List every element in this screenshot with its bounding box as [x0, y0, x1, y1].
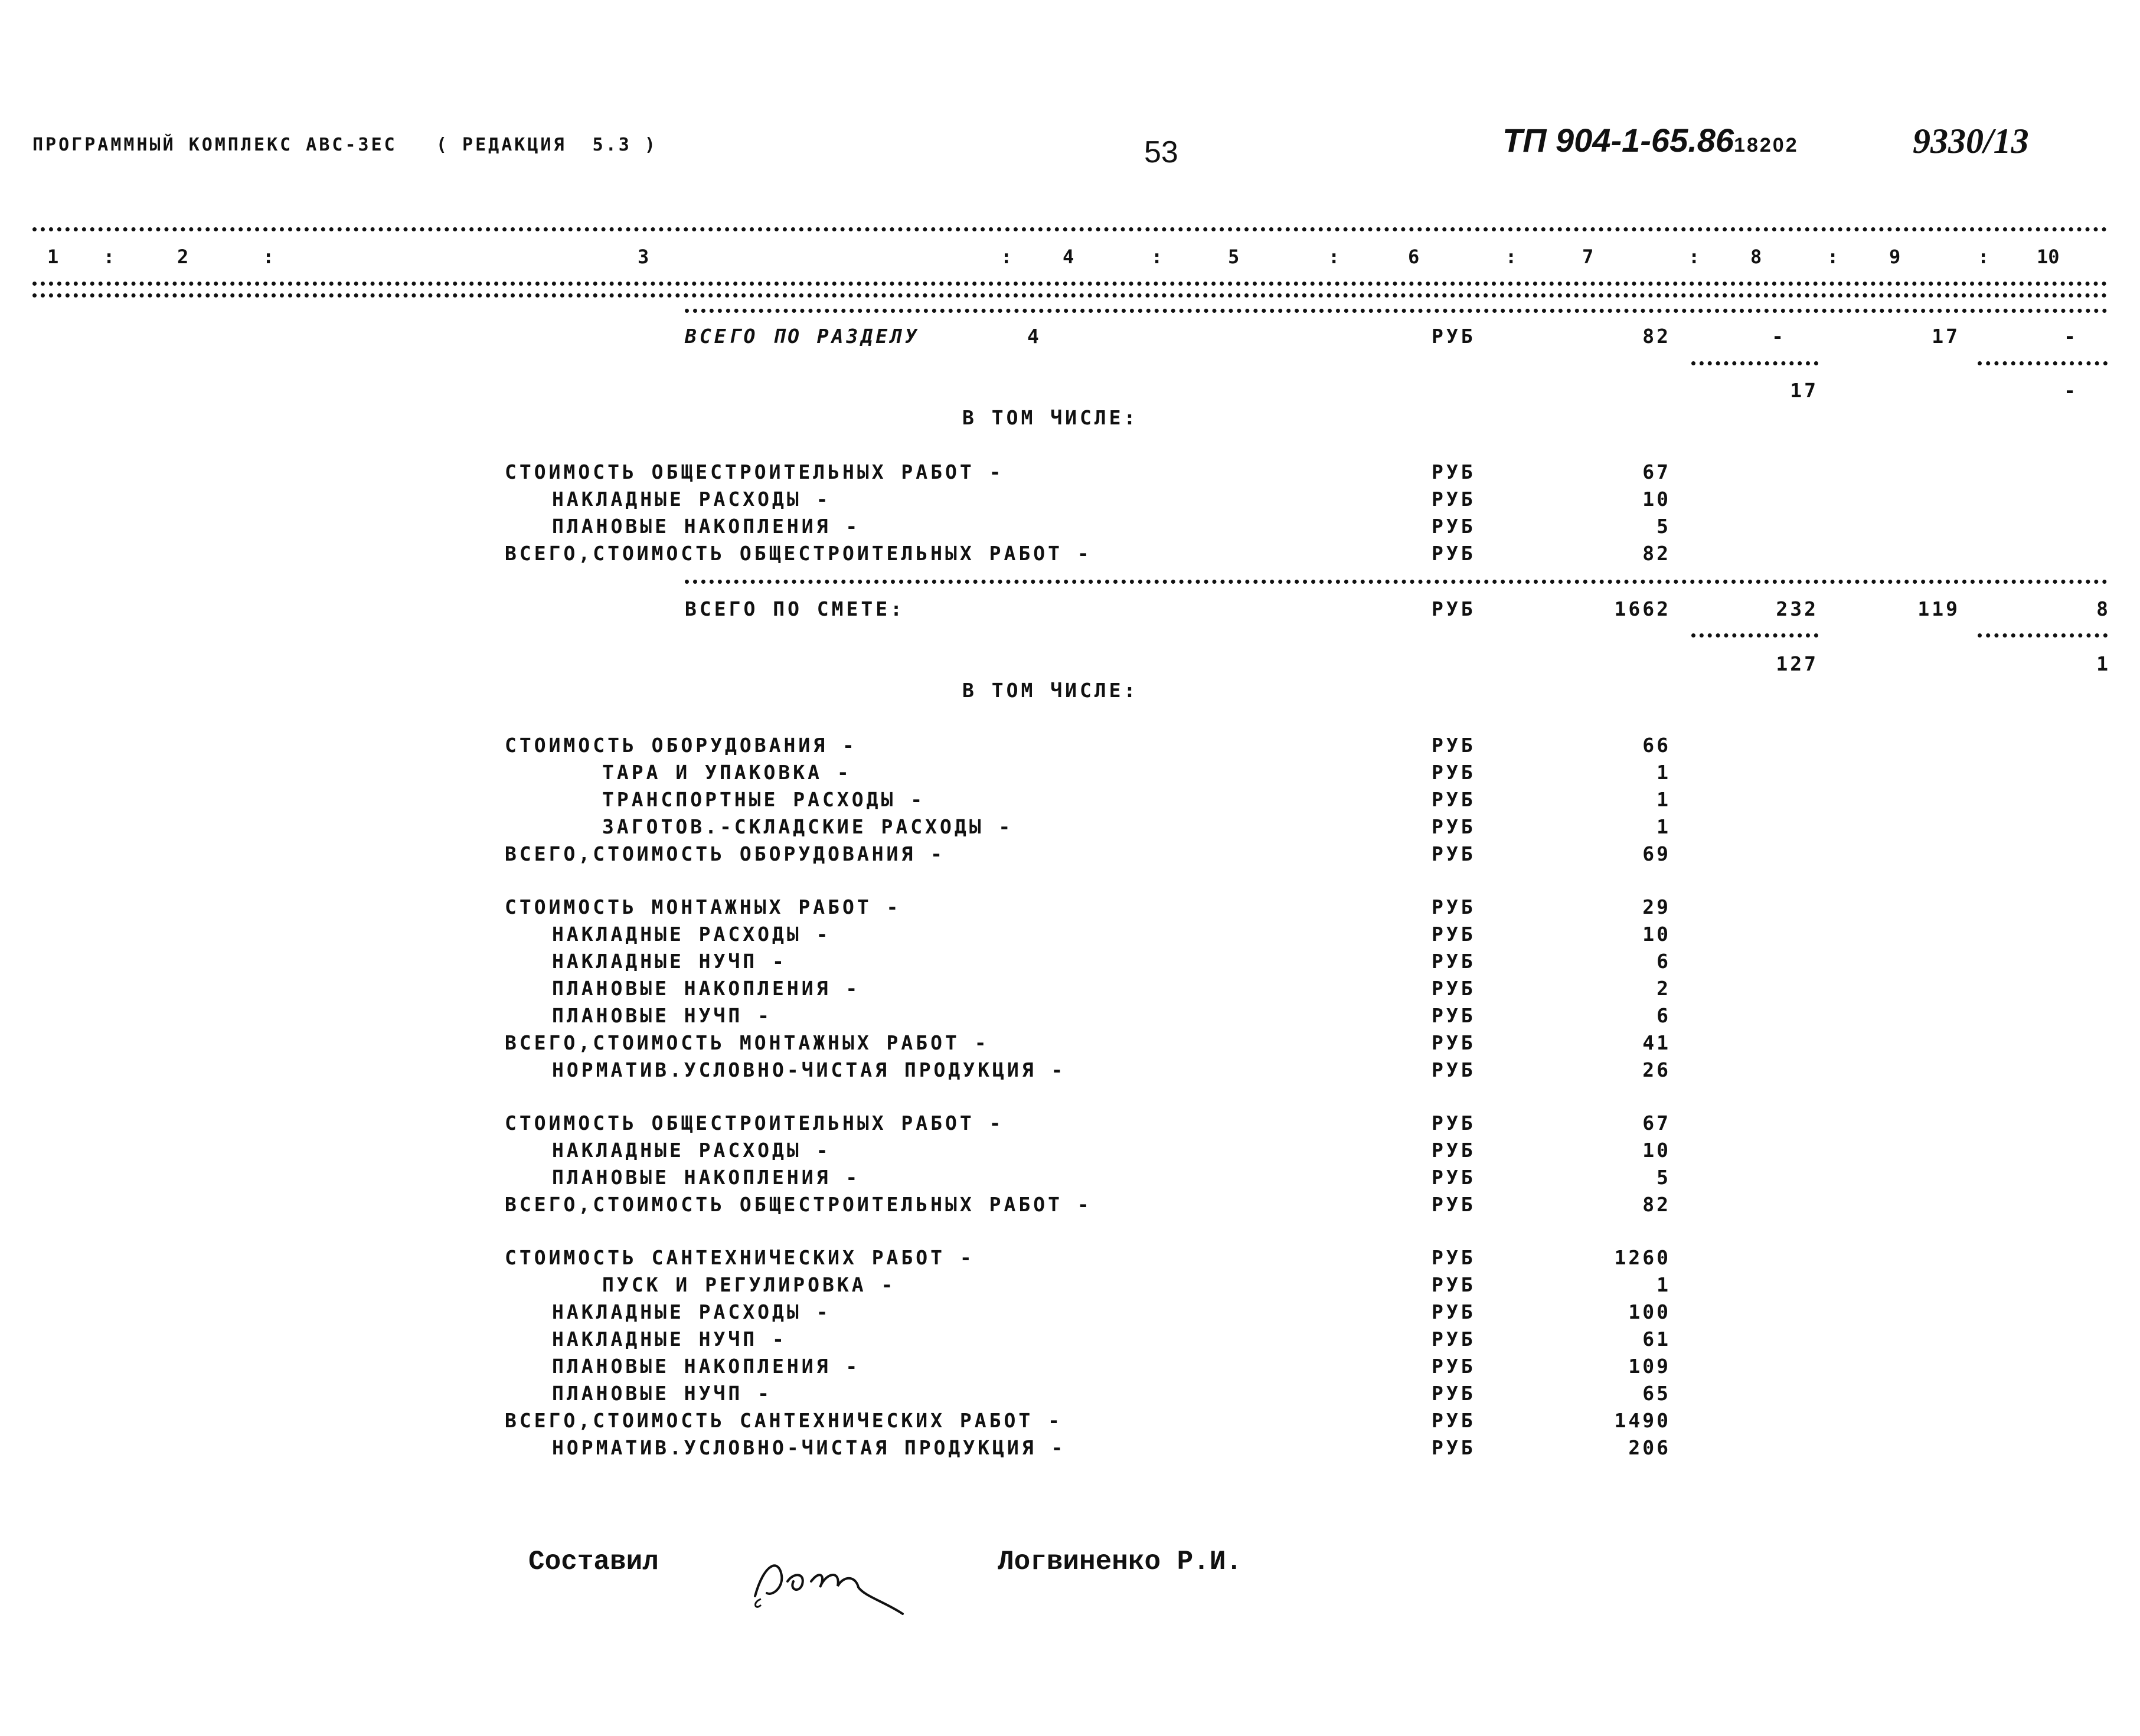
rule-estimate-top — [685, 580, 2108, 584]
line-value: 6 — [1657, 1004, 1671, 1027]
line-label: ТРАНСПОРТНЫЕ РАСХОДЫ - — [602, 788, 926, 811]
line-value: 82 — [1642, 542, 1671, 565]
line-unit: РУБ — [1432, 788, 1476, 811]
line-unit: РУБ — [1432, 842, 1476, 865]
line-unit: РУБ — [1432, 460, 1476, 483]
section-total-col9: 17 — [1932, 325, 1960, 348]
program-title: ПРОГРАММНЫЙ КОМПЛЕКС АВС-ЗЕС ( РЕДАКЦИЯ 5.3 ) — [32, 135, 658, 155]
line-unit: РУБ — [1432, 895, 1476, 918]
line-value: 82 — [1642, 1193, 1671, 1216]
line-unit: РУБ — [1432, 542, 1476, 565]
line-label: ВСЕГО,СТОИМОСТЬ ОБЩЕСТРОИТЕЛЬНЫХ РАБОТ - — [505, 1193, 1092, 1216]
column-number: 3 — [638, 246, 649, 268]
section-including-heading: В ТОМ ЧИСЛЕ: — [962, 406, 1139, 429]
line-value: 10 — [1642, 1139, 1671, 1162]
document-code — [1502, 121, 1799, 159]
line-value: 6 — [1657, 950, 1671, 973]
section-col8-below: 17 — [1790, 379, 1818, 402]
column-number: 8 — [1750, 246, 1762, 268]
rule-section-col8 — [1691, 361, 1818, 365]
column-separator: : — [103, 246, 115, 268]
line-label: ТАРА И УПАКОВКА - — [602, 761, 852, 784]
line-label: НАКЛАДНЫЕ НУЧП - — [552, 950, 787, 973]
line-value: 10 — [1642, 923, 1671, 946]
line-unit: РУБ — [1432, 1031, 1476, 1054]
line-value: 65 — [1642, 1382, 1671, 1405]
page-number: 53 — [1144, 135, 1178, 169]
line-value: 26 — [1642, 1058, 1671, 1081]
line-label: СТОИМОСТЬ МОНТАЖНЫХ РАБОТ - — [505, 895, 901, 918]
column-separator: : — [1505, 246, 1517, 268]
column-separator: : — [1151, 246, 1163, 268]
column-separator: : — [263, 246, 275, 268]
line-label: НАКЛАДНЫЕ РАСХОДЫ - — [552, 1300, 831, 1323]
line-value: 61 — [1642, 1328, 1671, 1351]
line-unit: РУБ — [1432, 515, 1476, 538]
line-label: ПУСК И РЕГУЛИРОВКА - — [602, 1273, 896, 1296]
line-label: ПЛАНОВЫЕ НАКОПЛЕНИЯ - — [552, 515, 861, 538]
estimate-total-label: ВСЕГО ПО СМЕТЕ: — [685, 597, 906, 620]
line-label: СТОИМОСТЬ САНТЕХНИЧЕСКИХ РАБОТ - — [505, 1246, 975, 1269]
estimate-col10-below: 1 — [2096, 652, 2110, 675]
line-unit: РУБ — [1432, 1328, 1476, 1351]
compiler-name: Логвиненко Р.И. — [998, 1547, 1243, 1577]
line-unit: РУБ — [1432, 923, 1476, 946]
section-total-col8: - — [1772, 325, 1786, 348]
line-label: ПЛАНОВЫЕ НАКОПЛЕНИЯ - — [552, 1355, 861, 1378]
column-separator: : — [1001, 246, 1012, 268]
line-value: 100 — [1628, 1300, 1671, 1323]
line-unit: РУБ — [1432, 1246, 1476, 1269]
line-value: 67 — [1642, 460, 1671, 483]
column-number: 4 — [1063, 246, 1074, 268]
sheet-number: 9330/13 — [1913, 122, 2029, 161]
line-label: СТОИМОСТЬ ОБОРУДОВАНИЯ - — [505, 734, 857, 757]
line-value: 10 — [1642, 488, 1671, 511]
line-label: НАКЛАДНЫЕ РАСХОДЫ - — [552, 488, 831, 511]
column-number: 10 — [2037, 246, 2060, 268]
line-label: НАКЛАДНЫЕ РАСХОДЫ - — [552, 1139, 831, 1162]
column-separator: : — [1978, 246, 1989, 268]
line-unit: РУБ — [1432, 977, 1476, 1000]
compiled-by-label: Составил — [528, 1547, 659, 1577]
section-total-label: ВСЕГО ПО РАЗДЕЛУ — [685, 325, 920, 348]
line-unit: РУБ — [1432, 1111, 1476, 1135]
estimate-total-col7: 1662 — [1614, 597, 1671, 620]
section-number: 4 — [1027, 325, 1042, 348]
line-value: 67 — [1642, 1111, 1671, 1135]
line-value: 5 — [1657, 515, 1671, 538]
line-unit: РУБ — [1432, 1382, 1476, 1405]
section-total-col7: 82 — [1642, 325, 1671, 348]
line-unit: РУБ — [1432, 1139, 1476, 1162]
line-label: НАКЛАДНЫЕ НУЧП - — [552, 1328, 787, 1351]
line-unit: РУБ — [1432, 1409, 1476, 1432]
line-label: ПЛАНОВЫЕ НАКОПЛЕНИЯ - — [552, 1166, 861, 1189]
line-value: 5 — [1657, 1166, 1671, 1189]
line-unit: РУБ — [1432, 734, 1476, 757]
line-value: 1260 — [1614, 1246, 1671, 1269]
rule-section-col10 — [1978, 361, 2108, 365]
line-unit: РУБ — [1432, 815, 1476, 838]
line-label: ВСЕГО,СТОИМОСТЬ ОБЩЕСТРОИТЕЛЬНЫХ РАБОТ - — [505, 542, 1092, 565]
document-code-suffix: 18202 — [1734, 134, 1799, 156]
line-value: 206 — [1628, 1436, 1671, 1459]
line-label: ВСЕГО,СТОИМОСТЬ ОБОРУДОВАНИЯ - — [505, 842, 946, 865]
line-unit: РУБ — [1432, 1166, 1476, 1189]
estimate-total-col8: 232 — [1776, 597, 1818, 620]
column-separator: : — [1827, 246, 1839, 268]
line-value: 2 — [1657, 977, 1671, 1000]
line-unit: РУБ — [1432, 1273, 1476, 1296]
estimate-including-heading: В ТОМ ЧИСЛЕ: — [962, 679, 1139, 702]
line-value: 69 — [1642, 842, 1671, 865]
line-label: ПЛАНОВЫЕ НУЧП - — [552, 1004, 773, 1027]
line-unit: РУБ — [1432, 1193, 1476, 1216]
estimate-total-unit: РУБ — [1432, 597, 1476, 620]
line-label: НАКЛАДНЫЕ РАСХОДЫ - — [552, 923, 831, 946]
line-value: 1 — [1657, 1273, 1671, 1296]
line-label: СТОИМОСТЬ ОБЩЕСТРОИТЕЛЬНЫХ РАБОТ - — [505, 1111, 1004, 1135]
line-value: 41 — [1642, 1031, 1671, 1054]
line-label: ВСЕГО,СТОИМОСТЬ МОНТАЖНЫХ РАБОТ - — [505, 1031, 989, 1054]
section-total-unit: РУБ — [1432, 325, 1476, 348]
line-value: 66 — [1642, 734, 1671, 757]
line-unit: РУБ — [1432, 1436, 1476, 1459]
signature — [726, 1529, 914, 1625]
section-total-col10: - — [2064, 325, 2078, 348]
line-label: ПЛАНОВЫЕ НАКОПЛЕНИЯ - — [552, 977, 861, 1000]
line-label: ПЛАНОВЫЕ НУЧП - — [552, 1382, 773, 1405]
rule-estimate-col10 — [1978, 633, 2108, 637]
document-code-main: ТП 904-1-65.86 — [1502, 122, 1734, 159]
column-number: 1 — [47, 246, 59, 268]
column-number: 9 — [1889, 246, 1901, 268]
handwritten-signature-icon — [737, 1540, 914, 1623]
column-separator: : — [1688, 246, 1700, 268]
column-number: 6 — [1408, 246, 1420, 268]
estimate-total-col9: 119 — [1917, 597, 1960, 620]
column-number: 7 — [1582, 246, 1594, 268]
column-separator: : — [1328, 246, 1340, 268]
line-unit: РУБ — [1432, 761, 1476, 784]
line-unit: РУБ — [1432, 1355, 1476, 1378]
line-unit: РУБ — [1432, 950, 1476, 973]
line-value: 29 — [1642, 895, 1671, 918]
line-value: 1 — [1657, 815, 1671, 838]
column-number: 2 — [177, 246, 189, 268]
rule-top — [32, 227, 2108, 231]
line-value: 1490 — [1614, 1409, 1671, 1432]
line-label: НОРМАТИВ.УСЛОВНО-ЧИСТАЯ ПРОДУКЦИЯ - — [552, 1058, 1066, 1081]
rule-header-bottom-2 — [32, 293, 2108, 297]
line-label: ВСЕГО,СТОИМОСТЬ САНТЕХНИЧЕСКИХ РАБОТ - — [505, 1409, 1063, 1432]
section-col10-below: - — [2064, 379, 2078, 402]
rule-section-top — [685, 309, 2108, 313]
line-label: СТОИМОСТЬ ОБЩЕСТРОИТЕЛЬНЫХ РАБОТ - — [505, 460, 1004, 483]
line-label: ЗАГОТОВ.-СКЛАДСКИЕ РАСХОДЫ - — [602, 815, 1014, 838]
rule-estimate-col8 — [1691, 633, 1818, 637]
estimate-total-col10: 8 — [2096, 597, 2110, 620]
estimate-col8-below: 127 — [1776, 652, 1818, 675]
line-unit: РУБ — [1432, 1004, 1476, 1027]
line-value: 1 — [1657, 788, 1671, 811]
line-unit: РУБ — [1432, 1300, 1476, 1323]
line-unit: РУБ — [1432, 488, 1476, 511]
line-unit: РУБ — [1432, 1058, 1476, 1081]
line-value: 1 — [1657, 761, 1671, 784]
line-label: НОРМАТИВ.УСЛОВНО-ЧИСТАЯ ПРОДУКЦИЯ - — [552, 1436, 1066, 1459]
line-value: 109 — [1628, 1355, 1671, 1378]
column-number: 5 — [1228, 246, 1240, 268]
rule-header-bottom — [32, 282, 2108, 286]
